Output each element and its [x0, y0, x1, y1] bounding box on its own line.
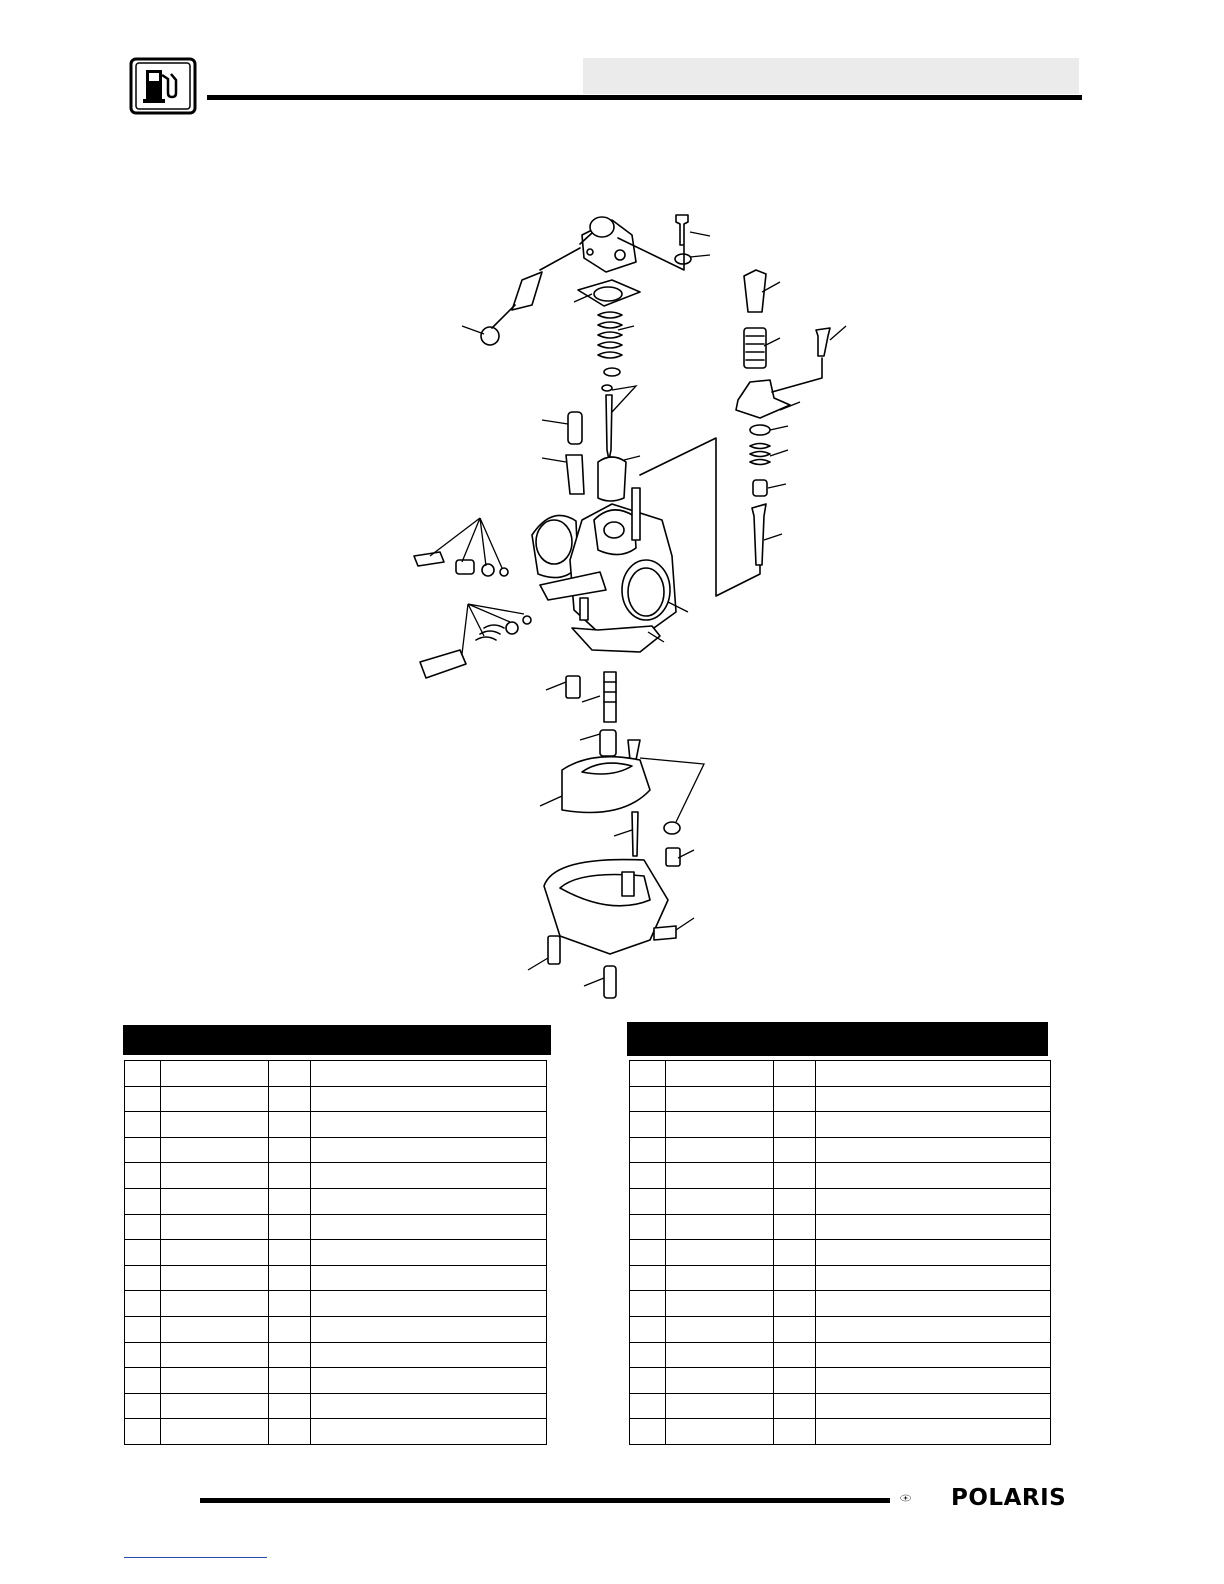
polaris-logo: POLARIS	[951, 1485, 1067, 1511]
table-row	[630, 1137, 1051, 1163]
table-row	[630, 1188, 1051, 1214]
table-row	[125, 1086, 547, 1112]
table-row	[630, 1163, 1051, 1189]
table-row	[630, 1265, 1051, 1291]
carburetor-exploded-diagram	[400, 205, 860, 1010]
parts-table-left	[124, 1060, 547, 1445]
table-row	[125, 1265, 547, 1291]
table-row	[125, 1291, 547, 1317]
table-row	[125, 1112, 547, 1138]
table-row	[630, 1240, 1051, 1266]
table-row	[125, 1188, 547, 1214]
compass-star-icon	[900, 1483, 946, 1513]
table-row	[630, 1061, 1051, 1087]
table-row	[125, 1240, 547, 1266]
table-row	[125, 1214, 547, 1240]
header-rule	[207, 95, 1082, 100]
table-row	[630, 1086, 1051, 1112]
table-row	[630, 1342, 1051, 1368]
table-row	[125, 1163, 547, 1189]
table-row	[630, 1393, 1051, 1419]
fuel-pump-icon	[129, 57, 197, 115]
table-row	[630, 1214, 1051, 1240]
bottom-link-underline[interactable]	[124, 1557, 267, 1558]
table-row	[630, 1316, 1051, 1342]
section-title-box	[583, 58, 1079, 94]
table-row	[125, 1137, 547, 1163]
table-row	[125, 1393, 547, 1419]
parts-table-right	[629, 1060, 1051, 1445]
table-row	[125, 1419, 547, 1445]
parts-table-right-header	[627, 1022, 1048, 1056]
table-row	[630, 1291, 1051, 1317]
table-row	[125, 1368, 547, 1394]
table-row	[630, 1368, 1051, 1394]
table-row	[630, 1112, 1051, 1138]
table-row	[125, 1316, 547, 1342]
table-row	[125, 1061, 547, 1087]
table-row	[125, 1342, 547, 1368]
table-row	[630, 1419, 1051, 1445]
footer-rule	[200, 1498, 890, 1503]
parts-table-left-header	[123, 1025, 551, 1055]
